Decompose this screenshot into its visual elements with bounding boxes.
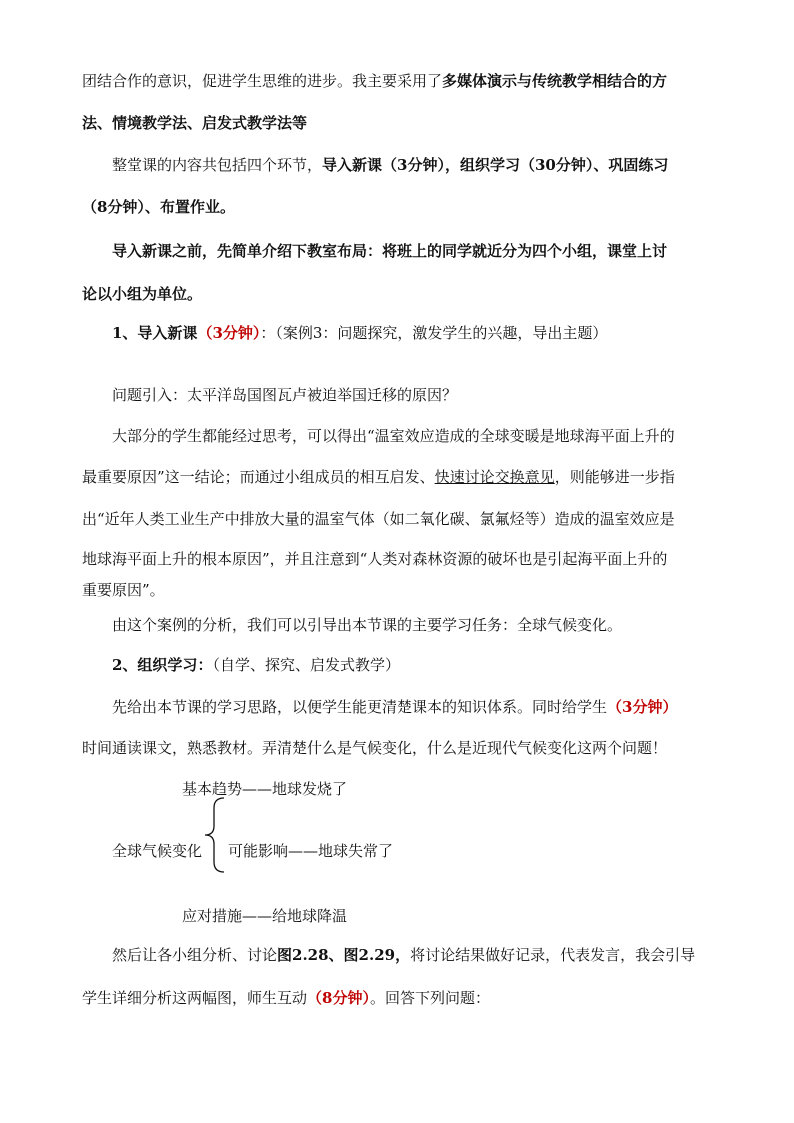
text-run: 大部分的学生都能经过思考，可以得出“温室效应造成的全球变暖是地球海平面上升的: [112, 427, 675, 445]
paragraph-line: [82, 196, 235, 218]
text-run: 全球气候变化: [112, 842, 203, 860]
bold-text-run: 多媒体演示与传统教学相结合的方: [442, 72, 668, 90]
paragraph-line: [82, 70, 667, 92]
text-run: 将讨论结果做好记录，代表发言，我会引导: [410, 946, 696, 964]
paragraph-line: [82, 283, 202, 305]
bold-text-run: 导入新课（3分钟），组织学习（30分钟）、巩固练习: [322, 156, 669, 174]
text-run: 可能影响——地球失常了: [228, 842, 394, 860]
text-run: ：（案例3：问题探究，激发学生的兴趣，导出主题）: [260, 324, 608, 342]
bold-text-run: 图2.28、图2.29，: [277, 946, 411, 964]
text-run: 最重要原因”这一结论；而通过小组成员的相互启发、: [82, 468, 435, 486]
text-run: 基本趋势——地球发烧了: [182, 780, 348, 798]
diagram-branch-impact: [228, 840, 393, 862]
text-run: 。回答下列问题：: [369, 989, 490, 1007]
paragraph-line: [112, 240, 667, 262]
paragraph-line: [82, 579, 165, 601]
bold-text-run: （8分钟）、布置作业。: [82, 198, 235, 216]
time-highlight: （3分钟）: [197, 324, 261, 342]
text-run: 然后让各小组分析、讨论: [112, 946, 278, 964]
text-run: 团结合作的意识，促进学生思维的进步。我主要采用了: [82, 72, 443, 90]
underlined-text: 快速讨论交换意见: [434, 468, 555, 486]
section-title: 2、组织学习：: [112, 656, 213, 674]
text-run: 应对措施——给地球降温: [182, 907, 348, 925]
paragraph-line: [112, 425, 675, 447]
paragraph-line: [112, 154, 668, 176]
text-run: 地球海平面上升的根本原因”，并且注意到“人类对森林资源的破坏也是引起海平面上升的: [82, 550, 668, 568]
bold-text-run: 论以小组为单位。: [82, 285, 203, 303]
paragraph-line: [82, 737, 667, 759]
question-line: [112, 384, 457, 406]
bold-text-run: 导入新课之前，先简单介绍下教室布局：将班上的同学就近分为四个小组，课堂上讨: [112, 242, 668, 260]
text-run: 整堂课的内容共包括四个环节，: [112, 156, 323, 174]
text-run: 问题引入：太平洋岛国图瓦卢被迫举国迁移的原因？: [112, 386, 458, 404]
section-title: 1、导入新课: [112, 324, 198, 342]
paragraph-line: [112, 696, 677, 718]
section-heading: [112, 322, 607, 344]
diagram-root: [112, 840, 202, 862]
time-highlight: （3分钟）: [607, 698, 678, 716]
brace-icon: [202, 796, 226, 874]
text-run: ，则能够进一步指: [554, 468, 675, 486]
time-highlight: （8分钟）: [307, 989, 370, 1007]
text-run: 重要原因”。: [82, 581, 165, 599]
section-heading: [112, 654, 400, 676]
text-run: 学生详细分析这两幅图，师生互动: [82, 989, 308, 1007]
paragraph-line: [112, 614, 622, 636]
paragraph-line: [112, 944, 695, 966]
text-run: 由这个案例的分析，我们可以引导出本节课的主要学习任务：全球气候变化。: [112, 616, 623, 634]
paragraph-line: [82, 508, 675, 530]
text-run: （自学、探究、启发式教学）: [212, 656, 400, 674]
diagram-branch-measures: [182, 905, 347, 927]
bold-text-run: 法、情境教学法、启发式教学法等: [82, 114, 308, 132]
paragraph-line: [82, 987, 490, 1009]
paragraph-line: [82, 548, 667, 570]
paragraph-line: [82, 466, 675, 488]
text-run: 先给出本节课的学习思路，以便学生能更清楚课本的知识体系。同时给学生: [112, 698, 608, 716]
text-run: 出“近年人类工业生产中排放大量的温室气体（如二氧化碳、氯氟烃等）造成的温室效应是: [82, 510, 675, 528]
paragraph-line: [82, 112, 307, 134]
text-run: 时间通读课文，熟悉教材。弄清楚什么是气候变化，什么是近现代气候变化这两个问题！: [82, 739, 668, 757]
